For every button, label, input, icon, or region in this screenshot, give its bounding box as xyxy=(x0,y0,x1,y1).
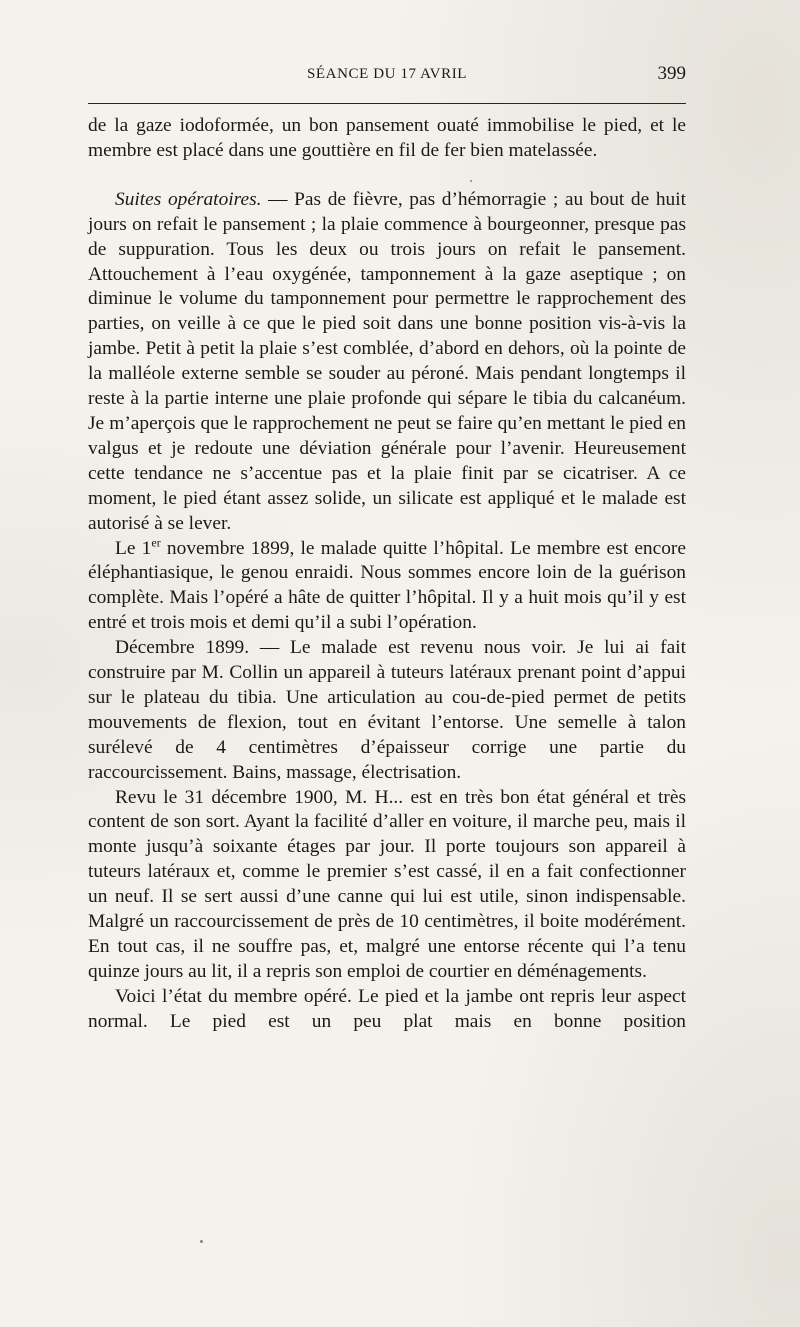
paper-speck xyxy=(200,1240,203,1243)
paragraph-novembre-1899 xyxy=(88,537,686,637)
page-header xyxy=(88,60,686,94)
paragraph-decembre-1899 xyxy=(88,636,686,785)
paragraph-text: Revu le 31 décembre 1900, M. H... est en très bon état général et très content de son sort. Ayant la facilité d’aller en voiture, il marche peu, mais il monte jusqu’à soixante étages par jour. Il porte toujours son appareil à tuteurs latéraux et, comme le premier s’est cassé, il en a fait confectionner un neuf. Il se sert aussi d’une canne qui lui est utile, sinon indispensable. Malgré un raccourcissement de près de 10 centimètres, il boite modérément. En tout cas, il ne souffre pas, et, malgré une entorse récente qui l’a tenu quinze jours au lit, il a repris son emploi de courtier en déménagements. xyxy=(88,786,686,982)
paragraph-etat-membre xyxy=(88,985,686,1035)
paragraph-text: — Pas de fièvre, pas d’hémorragie ; au bout de huit jours on refait le pansement ; la plaie commence à bourgeonner, presque pas de suppuration. Tous les deux ou trois jours on refait le pansement. Attouchement à l’eau oxygénée, tamponnement à la gaze aseptique ; on diminue le volume du tamponnement pour permettre le rapprochement des parties, on veille à ce que le pied soit dans une bonne position vis-à-vis la jambe. Petit à petit la plaie s’est comblée, d’abord en dehors, où la pointe de la malléole externe semble se souder au péroné. Mais pendant longtemps il reste à la partie interne une plaie profonde qui sépare le tibia du calcanéum. Je m’aperçois que le rapprochement ne peut se faire qu’en mettant le pied en valgus et je redoute une déviation générale pour l’avenir. Heureusement cette tendance ne s’accentue pas et la plaie finit par se cicatriser. A ce moment, le pied étant assez solide, un silicate est appliqué et le malade est autorisé à se lever. xyxy=(88,188,686,534)
page-number: 399 xyxy=(657,63,686,84)
header-rule xyxy=(88,103,686,104)
paragraph-text: Voici l’état du membre opéré. Le pied et la jambe ont repris leur aspect normal. Le pied est un peu plat mais en bonne position xyxy=(88,985,686,1032)
paragraph-text: Décembre 1899. — Le malade est revenu nous voir. Je lui ai fait construire par M. Collin un appareil à tuteurs latéraux prenant point d’appui sur le plateau du tibia. Une articulation au cou-de-pied permet de petits mouvements de flexion, tout en évitant l’entorse. Une semelle à talon surélevé de 4 centimètres d’épaisseur corrige une partie du raccourcissement. Bains, massage, électrisation. xyxy=(88,637,686,783)
paragraph-suites-operatoires xyxy=(88,188,686,537)
running-title: SÉANCE DU 17 AVRIL xyxy=(306,66,468,82)
paragraph-continuation xyxy=(88,114,686,164)
paper-speck xyxy=(470,180,472,182)
paragraph-text: de la gaze iodoformée, un bon pansement ouaté immobilise le pied, et le membre est placé dans une gouttière en fil de fer bien matelassée. xyxy=(88,115,686,161)
superscript: er xyxy=(151,535,161,550)
section-heading-italic: Suites opératoires. xyxy=(115,188,262,210)
body-text xyxy=(88,114,686,1035)
paragraph-decembre-1900 xyxy=(88,786,686,985)
paragraph-lead: Le 1 xyxy=(115,537,152,559)
paragraph-text: novembre 1899, le malade quitte l’hôpital. Le membre est encore éléphantiasique, le genou enraidi. Nous sommes encore loin de la guérison complète. Mais l’opéré a hâte de quitter l’hôpital. Il y a huit mois qu’il y est entré et trois mois et demi qu’il a subi l’opération. xyxy=(88,537,686,634)
